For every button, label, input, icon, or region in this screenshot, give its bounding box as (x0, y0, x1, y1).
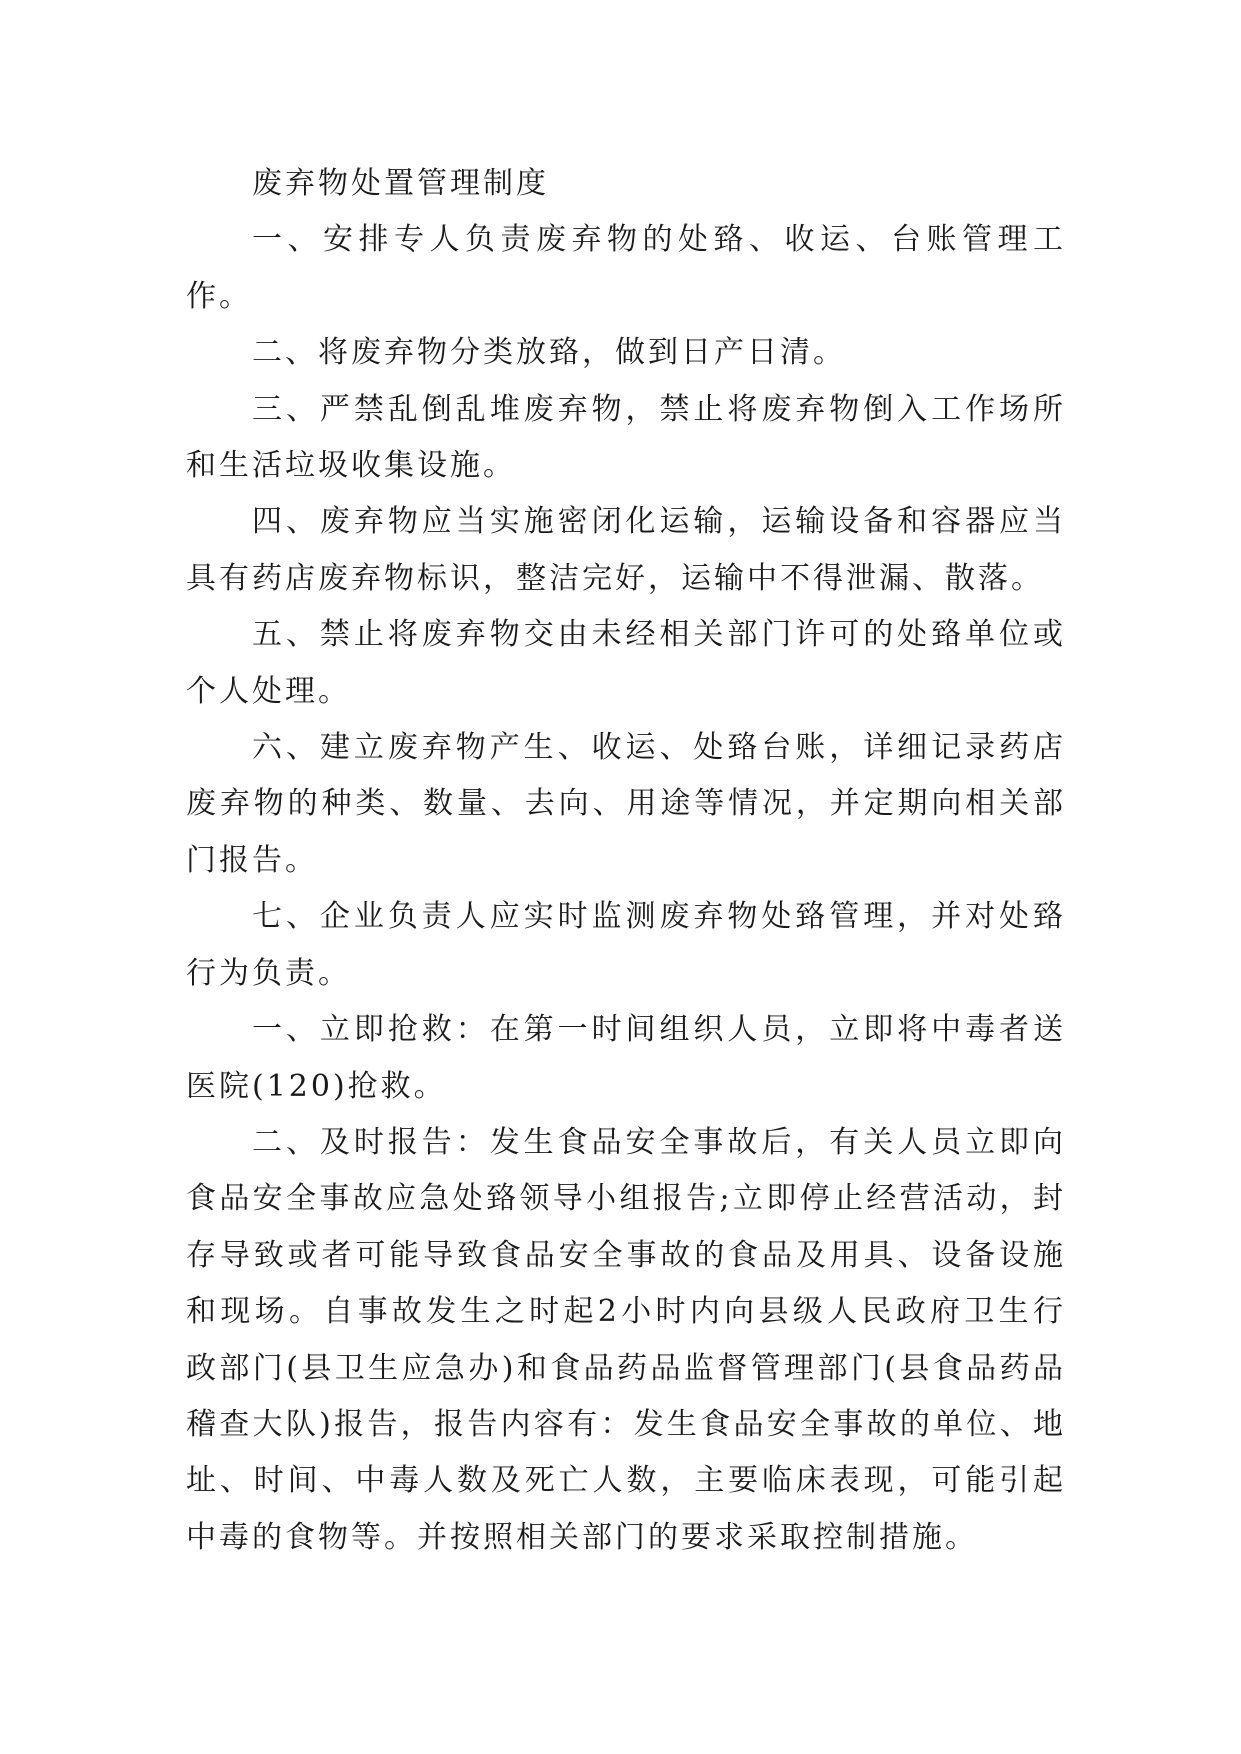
paragraph-2: 二、将废弃物分类放臵，做到日产日清。 (252, 335, 846, 371)
paragraph-6: 六、建立废弃物产生、收运、处臵台账，详细记录药店废弃物的种类、数量、去向、用途等情况，并定期向相关部门报告。 (186, 730, 1066, 878)
paragraph-7: 七、企业负责人应实时监测废弃物处臵管理，并对处臵行为负责。 (186, 899, 1066, 991)
paragraph-1: 一、安排专人负责废弃物的处臵、收运、台账管理工作。 (186, 222, 1066, 314)
paragraph-5: 五、禁止将废弃物交由未经相关部门许可的处臵单位或个人处理。 (186, 617, 1066, 709)
document-title: 废弃物处置管理制度 (252, 166, 549, 201)
paragraph-9: 二、及时报告：发生食品安全事故后，有关人员立即向食品安全事故应急处臵领导小组报告;立即停止经营活动，封存导致或者可能导致食品安全事故的食品及用具、设备设施和现场。自事故发生之时起2小时内向县级人民政府卫生行政部门(县卫生应急办)和食品药品监督管理部门(县食品药品稽查大队)报告，报告内容有：发生食品安全事故的单位、地址、时间、中毒人数及死亡人数，主要临床表现，可能引起中毒的食物等。并按照相关部门的要求采取控制措施。 (186, 1124, 1066, 1555)
paragraph-8: 一、立即抢救：在第一时间组织人员，立即将中毒者送医院(120)抢救。 (186, 1012, 1066, 1104)
document-body (186, 156, 1066, 1566)
paragraph-3: 三、严禁乱倒乱堆废弃物，禁止将废弃物倒入工作场所和生活垃圾收集设施。 (186, 391, 1066, 484)
paragraph-4: 四、废弃物应当实施密闭化运输，运输设备和容器应当具有药店废弃物标识，整洁完好，运输中不得泄漏、散落。 (186, 504, 1066, 596)
